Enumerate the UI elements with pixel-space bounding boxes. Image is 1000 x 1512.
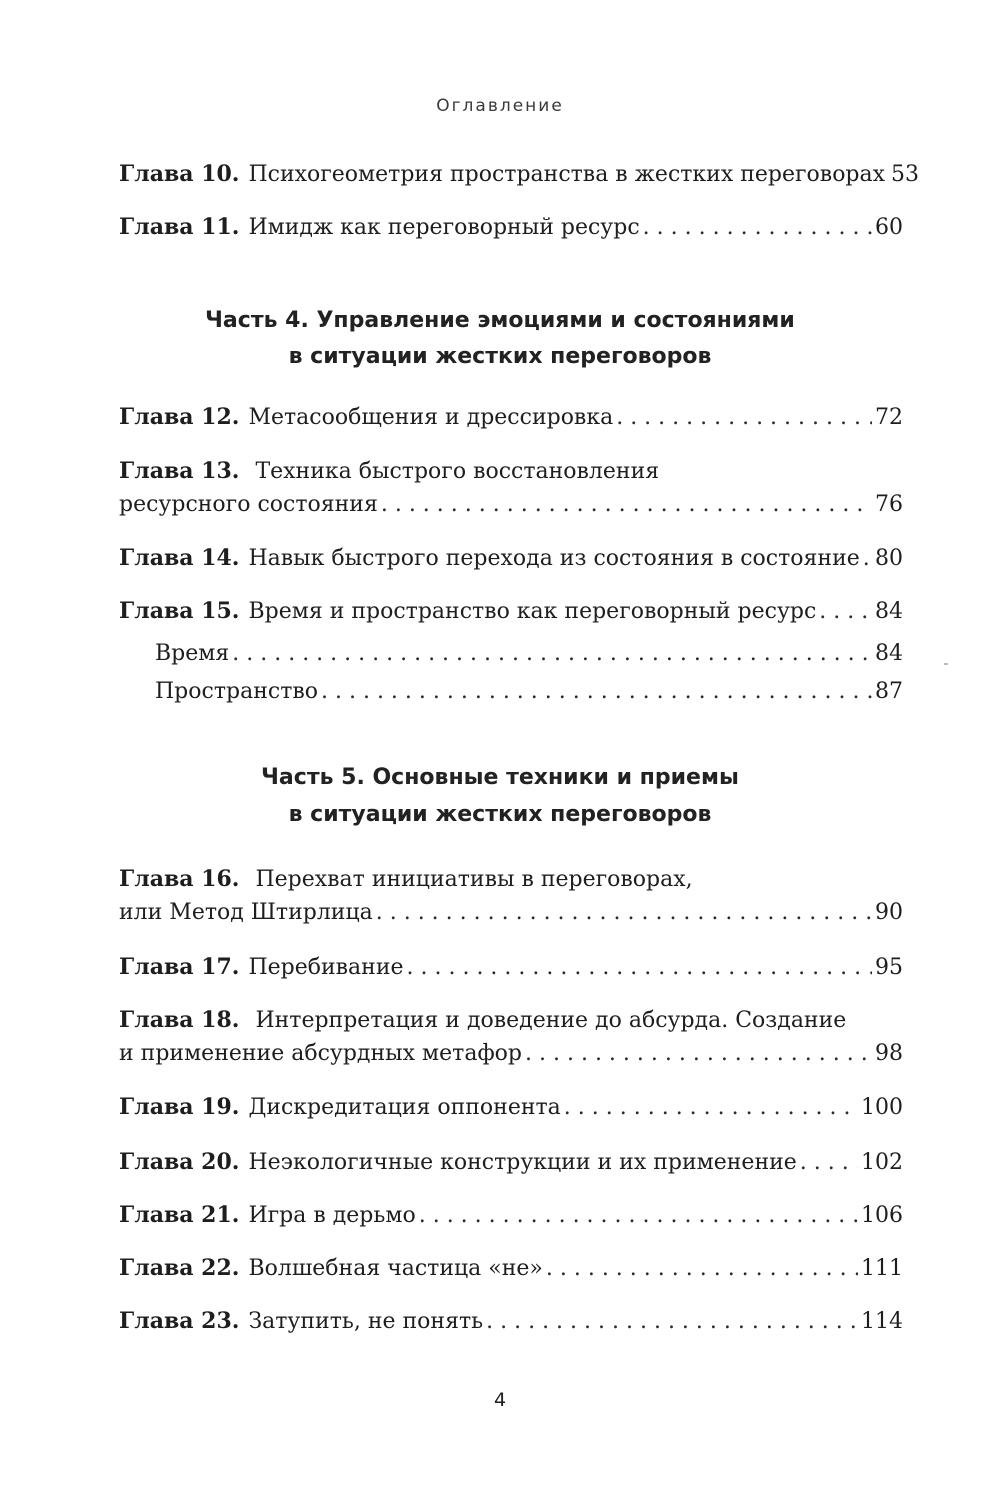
- chapter-label: Глава 17.: [119, 954, 240, 980]
- page-ref: 114: [861, 1309, 903, 1334]
- toc-entry[interactable]: [119, 547, 903, 570]
- dot-leader: [525, 1043, 872, 1065]
- chapter-title: Волшебная частица «не»: [248, 1256, 543, 1281]
- chapter-title: Дискредитация оппонента: [248, 1095, 561, 1120]
- chapter-label: Глава 11.: [119, 214, 240, 240]
- running-header: Оглавление: [436, 96, 564, 116]
- dot-leader: [616, 407, 872, 429]
- chapter-title: Неэкологичные конструкции и их применение: [248, 1150, 797, 1175]
- chapter-title: Интерпретация и доведение до абсурда. Создание: [255, 1008, 847, 1033]
- chapter-title: Перехват инициативы в переговорах,: [255, 867, 693, 892]
- chapter-label: Глава 14.: [119, 545, 240, 571]
- chapter-label: Глава 13.: [119, 458, 240, 484]
- dot-leader: [819, 601, 872, 623]
- page-ref: 72: [875, 405, 903, 430]
- dot-leader: [376, 902, 872, 924]
- toc-subentry[interactable]: [155, 681, 903, 703]
- toc-entry-first-line[interactable]: [119, 460, 659, 483]
- page-ref: 53: [891, 162, 920, 187]
- chapter-title: Метасообщения и дрессировка: [248, 405, 614, 430]
- page-ref: 98: [875, 1041, 903, 1066]
- part-heading-line: в ситуации жестких переговоров: [288, 802, 712, 827]
- dot-leader: [321, 681, 872, 703]
- chapter-title: Навык быстрого перехода из состояния в состояние: [248, 546, 860, 571]
- chapter-label: Глава 18.: [119, 1007, 240, 1033]
- scan-speck: [944, 663, 948, 665]
- toc-entry[interactable]: [119, 161, 920, 187]
- chapter-label: Глава 15.: [119, 598, 240, 624]
- chapter-title: Имидж как переговорный ресурс: [248, 215, 640, 240]
- toc-entry[interactable]: [119, 216, 903, 239]
- section-title: Время: [155, 641, 230, 666]
- toc-entry-first-line[interactable]: [119, 1009, 846, 1032]
- toc-entry[interactable]: [119, 494, 903, 516]
- dot-leader: [564, 1097, 858, 1119]
- toc-entry[interactable]: [119, 956, 903, 979]
- toc-entry[interactable]: [119, 600, 903, 623]
- page-ref: 106: [861, 1203, 903, 1228]
- dot-leader: [419, 1205, 858, 1227]
- section-title: Пространство: [155, 679, 318, 704]
- page-ref: 102: [861, 1150, 903, 1175]
- page-ref: 84: [875, 641, 903, 666]
- dot-leader: [863, 548, 872, 570]
- chapter-title: Игра в дерьмо: [248, 1203, 416, 1228]
- toc-entry[interactable]: [119, 1043, 903, 1065]
- chapter-label: Глава 21.: [119, 1202, 240, 1228]
- page-ref: 90: [875, 900, 903, 925]
- chapter-title-continued: и применение абсурдных метафор: [119, 1041, 523, 1066]
- toc-entry[interactable]: [119, 902, 903, 924]
- toc-entry-first-line[interactable]: [119, 868, 693, 891]
- dot-leader: [546, 1258, 858, 1280]
- part-heading-line: в ситуации жестких переговоров: [288, 344, 712, 369]
- dot-leader: [800, 1152, 858, 1174]
- page-ref: 111: [861, 1256, 903, 1281]
- toc-entry[interactable]: [119, 1151, 903, 1174]
- page-ref: 60: [875, 215, 903, 240]
- part-heading-line: Часть 4. Управление эмоциями и состояниями: [205, 308, 795, 333]
- page-ref: 100: [861, 1095, 903, 1120]
- chapter-title: Перебивание: [248, 955, 404, 980]
- dot-leader: [407, 957, 872, 979]
- toc-entry[interactable]: [119, 1310, 903, 1333]
- chapter-title: Психогеометрия пространства в жестких переговорах: [248, 162, 886, 187]
- page-number: 4: [493, 1389, 507, 1411]
- chapter-title: Затупить, не понять: [248, 1309, 484, 1334]
- page-ref: 84: [875, 599, 903, 624]
- chapter-label: Глава 23.: [119, 1308, 240, 1334]
- toc-entry[interactable]: [119, 1257, 903, 1280]
- chapter-title-continued: ресурсного состояния: [119, 492, 378, 517]
- part-heading-line: Часть 5. Основные техники и приемы: [261, 765, 739, 790]
- chapter-title: Техника быстрого восстановления: [255, 459, 660, 484]
- page-ref: 76: [875, 492, 903, 517]
- dot-leader: [232, 643, 872, 665]
- toc-subentry[interactable]: [155, 643, 903, 665]
- toc-entry[interactable]: [119, 1204, 903, 1227]
- chapter-label: Глава 12.: [119, 404, 240, 430]
- chapter-label: Глава 10.: [119, 161, 240, 187]
- chapter-label: Глава 16.: [119, 866, 240, 892]
- chapter-title: Время и пространство как переговорный ресурс: [248, 599, 817, 624]
- page-ref: 95: [875, 955, 903, 980]
- toc-entry[interactable]: [119, 406, 903, 429]
- chapter-label: Глава 20.: [119, 1149, 240, 1175]
- toc-entry[interactable]: [119, 1096, 903, 1119]
- chapter-title-continued: или Метод Штирлица: [119, 900, 373, 925]
- chapter-label: Глава 22.: [119, 1255, 240, 1281]
- page-ref: 80: [875, 546, 903, 571]
- dot-leader: [643, 217, 872, 239]
- chapter-label: Глава 19.: [119, 1094, 240, 1120]
- page-ref: 87: [875, 679, 903, 704]
- dot-leader: [486, 1311, 858, 1333]
- dot-leader: [381, 494, 872, 516]
